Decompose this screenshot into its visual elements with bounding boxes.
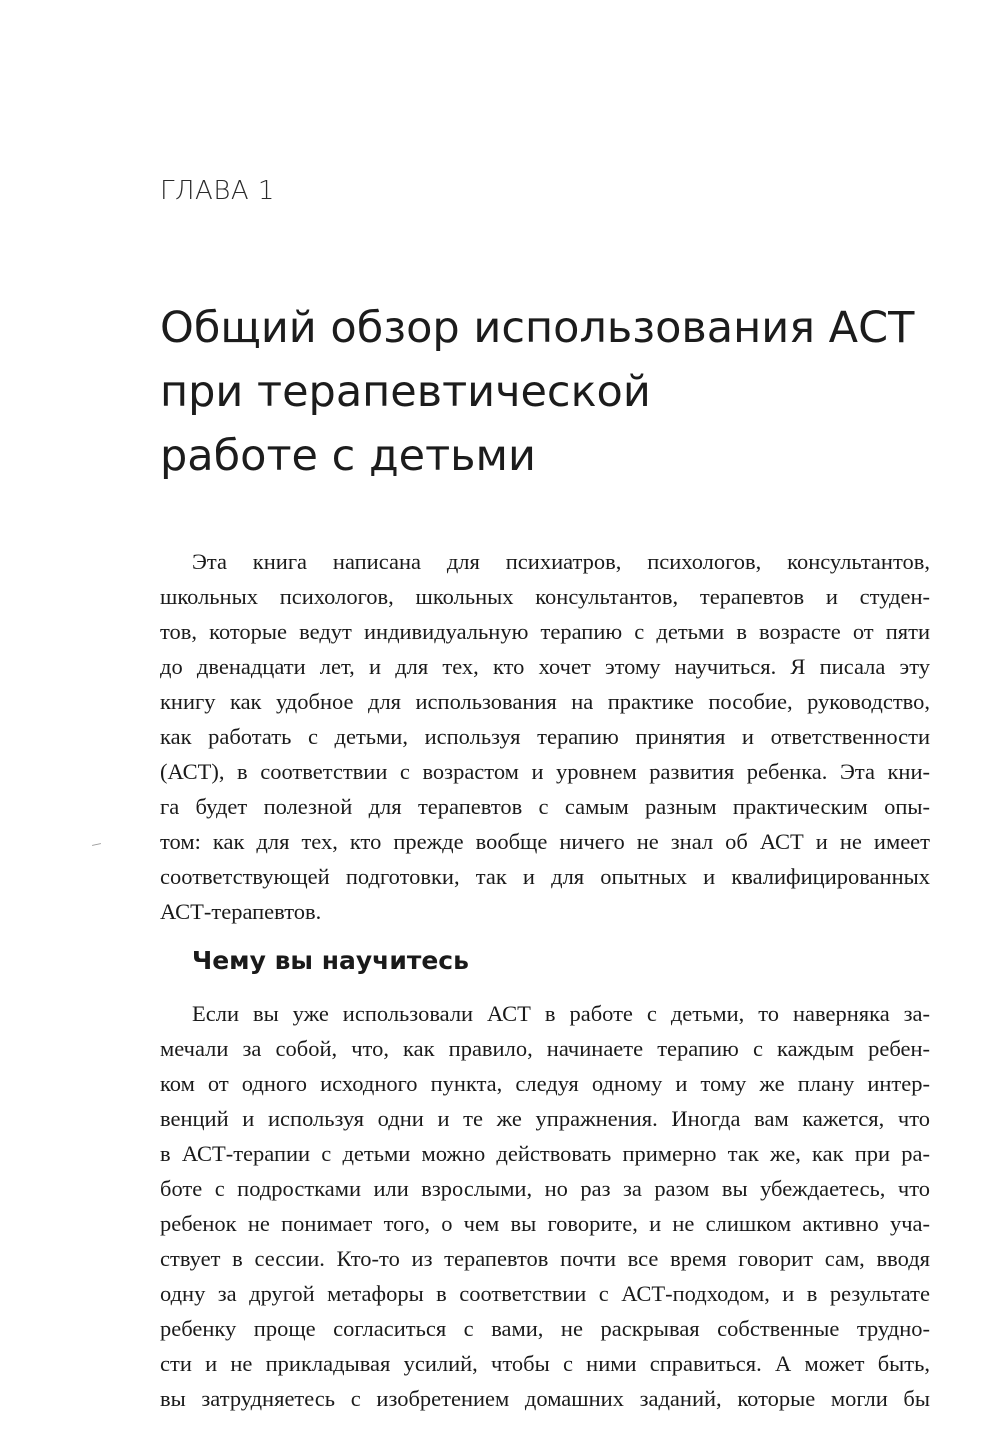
chapter-title bbox=[160, 296, 940, 488]
paragraph-line: как работать с детьми, используя терапию принятия и ответственности bbox=[160, 724, 930, 749]
paragraph-line: школьных психологов, школьных консультантов, терапевтов и студен- bbox=[160, 584, 930, 609]
chapter-title-line: при терапевтической bbox=[160, 367, 651, 417]
paragraph-line: в АСТ-терапии с детьми можно действовать примерно так же, как при ра- bbox=[160, 1141, 930, 1166]
paragraph-line: соответствующей подготовки, так и для опытных и квалифицированных bbox=[160, 864, 930, 889]
paragraph-line: том: как для тех, кто прежде вообще ничего не знал об АСТ и не имеет bbox=[160, 829, 930, 854]
paragraph-line: га будет полезной для терапевтов с самым разным практическим опы- bbox=[160, 794, 930, 819]
paragraph-line: до двенадцати лет, и для тех, кто хочет этому научиться. Я писала эту bbox=[160, 654, 930, 679]
paragraph-line: сти и не прикладывая усилий, чтобы с ними справиться. А может быть, bbox=[160, 1351, 930, 1376]
paragraph-line: одну за другой метафоры в соответствии с АСТ-подходом, и в результате bbox=[160, 1281, 930, 1306]
paragraph-line: ствует в сессии. Кто-то из терапевтов почти все время говорит сам, вводя bbox=[160, 1246, 930, 1271]
paragraph-line: ребенок не понимает того, о чем вы говорите, и не слишком активно уча- bbox=[160, 1211, 930, 1236]
paragraph-line: венций и используя одни и те же упражнения. Иногда вам кажется, что bbox=[160, 1106, 930, 1131]
chapter-title-line: работе с детьми bbox=[160, 431, 536, 481]
section-heading: Чему вы научитесь bbox=[192, 946, 469, 975]
paragraph-line: боте с подростками или взрослыми, но раз за разом вы убеждаетесь, что bbox=[160, 1176, 930, 1201]
paragraph-line: ребенку проще согласиться с вами, не раскрывая собственные трудно- bbox=[160, 1316, 930, 1341]
paragraph-line: тов, которые ведут индивидуальную терапию с детьми в возрасте от пяти bbox=[160, 619, 930, 644]
section-paragraph bbox=[160, 996, 930, 1416]
intro-paragraph bbox=[160, 544, 930, 929]
paragraph-line: АСТ-терапевтов. bbox=[160, 899, 322, 924]
paragraph-line: книгу как удобное для использования на практике пособие, руководство, bbox=[160, 689, 930, 714]
paragraph-line: ком от одного исходного пункта, следуя одному и тому же плану интер- bbox=[160, 1071, 930, 1096]
chapter-label: ГЛАВА 1 bbox=[160, 176, 275, 206]
paragraph-line: мечали за собой, что, как правило, начинаете терапию с каждым ребен- bbox=[160, 1036, 930, 1061]
paragraph-line: (АСТ), в соответствии с возрастом и уровнем развития ребенка. Эта кни- bbox=[160, 759, 930, 784]
stray-print-mark bbox=[92, 843, 101, 846]
paragraph-line: вы затрудняетесь с изобретением домашних заданий, которые могли бы bbox=[160, 1386, 930, 1411]
chapter-title-line: Общий обзор использования АСТ bbox=[160, 303, 915, 353]
paragraph-line: Если вы уже использовали АСТ в работе с детьми, то наверняка за- bbox=[192, 1001, 930, 1026]
paragraph-line: Эта книга написана для психиатров, психологов, консультантов, bbox=[192, 549, 930, 574]
